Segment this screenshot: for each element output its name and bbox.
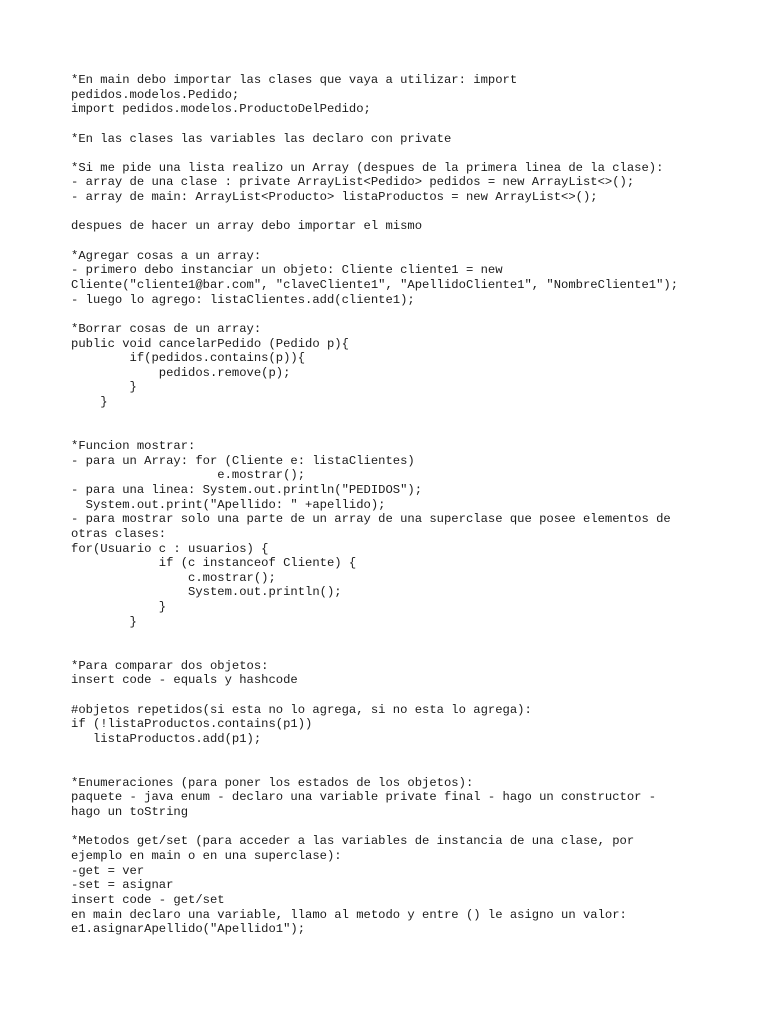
text-line: *Borrar cosas de un array: xyxy=(71,321,262,336)
text-line: *Enumeraciones (para poner los estados de los objetos): xyxy=(71,775,474,790)
text-line: pedidos.modelos.Pedido; xyxy=(71,87,240,102)
code-line: if(pedidos.contains(p)){ xyxy=(71,351,306,366)
text-line: en main declaro una variable, llamo al metodo y entre () le asigno un valor: xyxy=(71,907,627,922)
blank-line xyxy=(71,205,751,220)
code-line: pedidos.remove(p); xyxy=(71,365,291,380)
code-line: e.mostrar(); xyxy=(71,468,306,483)
text-line: despues de hacer un array debo importar el mismo xyxy=(71,219,423,234)
blank-line xyxy=(71,424,751,439)
text-line: *Metodos get/set (para acceder a las variables de instancia de una clase, por xyxy=(71,834,635,849)
code-line: listaProductos.add(p1); xyxy=(71,731,262,746)
blank-line xyxy=(71,746,751,761)
code-line: if (c instanceof Cliente) { xyxy=(71,556,357,571)
text-line: -set = asignar xyxy=(71,878,174,893)
text-line: *En las clases las variables las declaro con private xyxy=(71,131,452,146)
text-line: *Si me pide una lista realizo un Array (despues de la primera linea de la clase): xyxy=(71,160,664,175)
blank-line xyxy=(71,761,751,776)
blank-line xyxy=(71,629,751,644)
blank-line xyxy=(71,644,751,659)
blank-line xyxy=(71,820,751,835)
text-line: *En main debo importar las clases que vaya a utilizar: import xyxy=(71,73,518,87)
code-line: if (!listaProductos.contains(p1)) xyxy=(71,717,313,732)
text-line: - luego lo agrego: listaClientes.add(cliente1); xyxy=(71,292,415,307)
code-line: public void cancelarPedido (Pedido p){ xyxy=(71,336,349,351)
code-line: System.out.println(); xyxy=(71,585,342,600)
code-line: } xyxy=(71,395,108,410)
text-line: #objetos repetidos(si esta no lo agrega, si no esta lo agrega): xyxy=(71,702,532,717)
text-line: insert code - get/set xyxy=(71,892,225,907)
blank-line xyxy=(71,410,751,425)
code-line: System.out.print("Apellido: " +apellido); xyxy=(71,497,386,512)
code-line: for(Usuario c : usuarios) { xyxy=(71,541,269,556)
blank-line xyxy=(71,688,751,703)
text-line: *Funcion mostrar: xyxy=(71,439,196,454)
text-line: insert code - equals y hashcode xyxy=(71,673,298,688)
code-line: c.mostrar(); xyxy=(71,570,276,585)
text-line: - para un Array: for (Cliente e: listaClientes) xyxy=(71,453,415,468)
code-line: } xyxy=(71,600,167,615)
text-line: - array de main: ArrayList<Producto> listaProductos = new ArrayList<>(); xyxy=(71,190,598,205)
text-line: Cliente("cliente1@bar.com", "claveCliente1", "ApellidoCliente1", "NombreCliente1"); xyxy=(71,277,679,292)
text-line: hago un toString xyxy=(71,805,189,820)
code-line: } xyxy=(71,614,137,629)
text-line: *Agregar cosas a un array: xyxy=(71,248,262,263)
text-line: -get = ver xyxy=(71,863,145,878)
blank-line xyxy=(71,117,751,132)
text-line: otras clases: xyxy=(71,526,167,541)
text-line: import pedidos.modelos.ProductoDelPedido; xyxy=(71,102,371,117)
document-page xyxy=(71,73,751,937)
blank-line xyxy=(71,234,751,249)
blank-line xyxy=(71,307,751,322)
text-line: *Para comparar dos objetos: xyxy=(71,658,269,673)
text-line: - array de una clase : private ArrayList<Pedido> pedidos = new ArrayList<>(); xyxy=(71,175,635,190)
text-line: - primero debo instanciar un objeto: Cliente cliente1 = new xyxy=(71,263,503,278)
blank-line xyxy=(71,146,751,161)
code-line: } xyxy=(71,380,137,395)
text-line: paquete - java enum - declaro una variable private final - hago un constructor - xyxy=(71,790,657,805)
text-line: - para mostrar solo una parte de un array de una superclase que posee elementos de xyxy=(71,512,671,527)
text-line: - para una linea: System.out.println("PEDIDOS"); xyxy=(71,482,423,497)
code-line: e1.asignarApellido("Apellido1"); xyxy=(71,922,306,937)
text-line: ejemplo en main o en una superclase): xyxy=(71,848,342,863)
